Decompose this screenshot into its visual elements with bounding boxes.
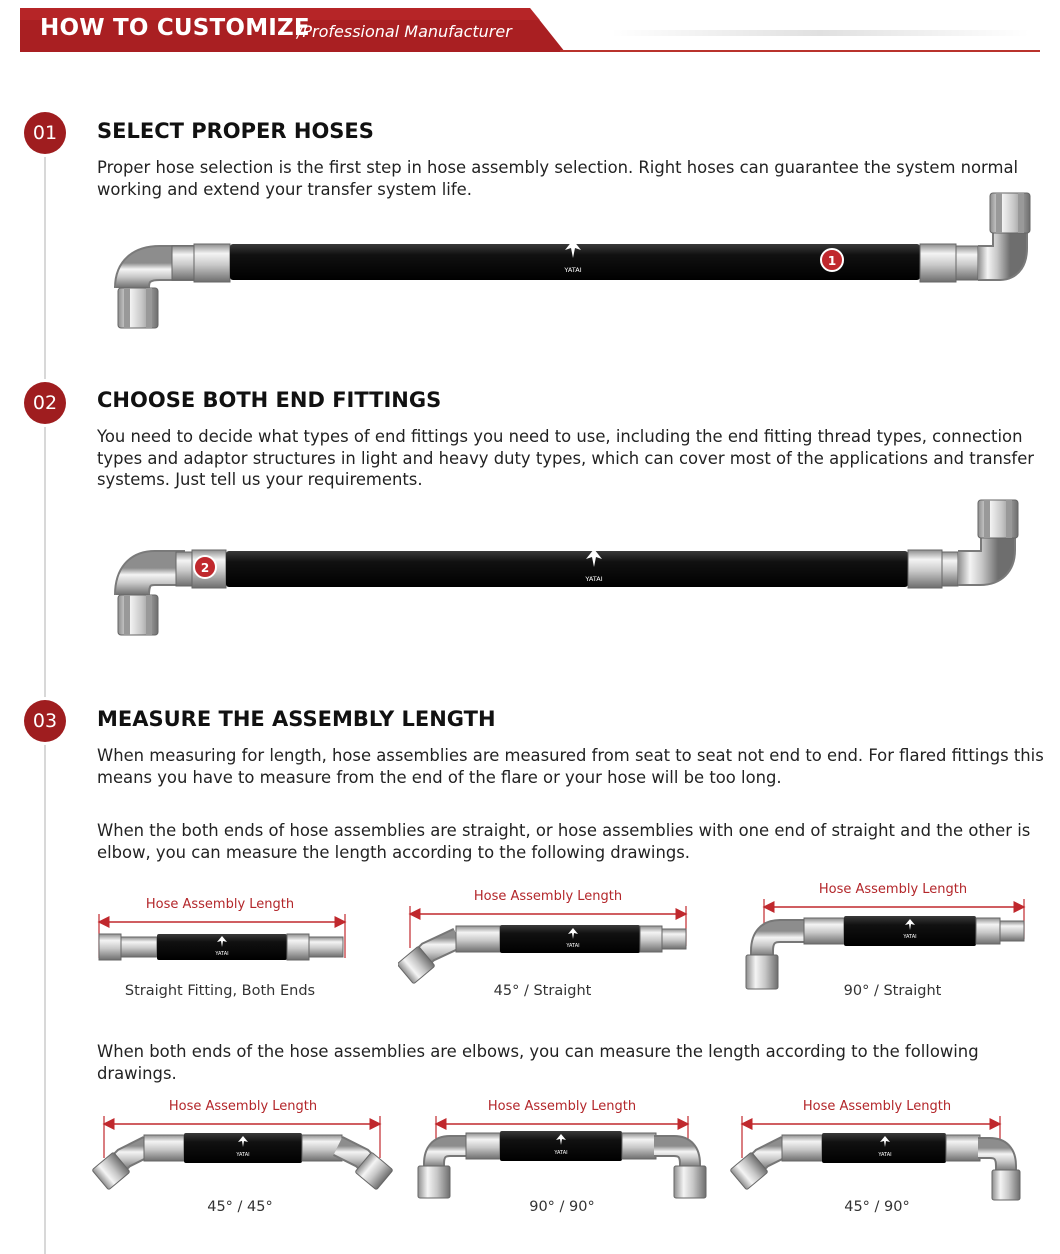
caption-90-straight: 90° / Straight (843, 983, 942, 999)
brand-logo-d3: YATAI (903, 934, 917, 940)
length-label-straight: Hose Assembly Length (145, 897, 295, 912)
step-text-03: When measuring for length, hose assemblies are measured from seat to seat not end to end. For flared fittings this means you have to measure from the end of the flare or your hose will be too long. (97, 746, 1044, 787)
step-badge-03: 03 (24, 700, 66, 742)
brand-logo-d2: YATAI (566, 943, 580, 949)
brand-logo-text-1: YATAI (564, 266, 582, 274)
length-label-45-90: Hose Assembly Length (802, 1099, 952, 1114)
step-text-01: Proper hose selection is the first step in hose assembly selection. Right hoses can guarantee the system normal working and extend your transfer system life. (97, 158, 1019, 199)
marker-1-label: 1 (827, 254, 837, 268)
step-title-02: CHOOSE BOTH END FITTINGS (97, 388, 442, 412)
caption-45-straight: 45° / Straight (493, 983, 592, 999)
caption-straight-both: Straight Fitting, Both Ends (124, 983, 316, 999)
length-label-45-45: Hose Assembly Length (168, 1099, 318, 1114)
length-label-45-straight: Hose Assembly Length (473, 889, 623, 904)
length-label-90-90: Hose Assembly Length (487, 1099, 637, 1114)
page-title: HOW TO CUSTOMIZE (40, 15, 310, 41)
brand-logo-d5: YATAI (554, 1150, 568, 1156)
drawing-45-45 (92, 1112, 394, 1192)
hose-illustration-2 (110, 495, 1040, 645)
drawing-45-straight (398, 902, 698, 987)
drawing-straight-both (95, 910, 350, 970)
page-subtitle: /Professional Manufacturer (297, 22, 512, 41)
header-rule (560, 50, 1040, 52)
hose-illustration-1 (110, 188, 1040, 336)
caption-90-90: 90° / 90° (529, 1199, 595, 1215)
drawing-90-straight (738, 895, 1033, 995)
length-label-90-straight: Hose Assembly Length (818, 882, 968, 897)
brand-logo-d1: YATAI (215, 951, 229, 957)
step-title-01: SELECT PROPER HOSES (97, 119, 374, 143)
drawing-45-90 (730, 1112, 1030, 1207)
caption-45-45: 45° / 45° (207, 1199, 273, 1215)
step-badge-02: 02 (24, 382, 66, 424)
step-title-03: MEASURE THE ASSEMBLY LENGTH (97, 707, 496, 731)
step-text-02: You need to decide what types of end fittings you need to use, including the end fitting thread types, connection types and adaptor structures in light and heavy duty types, which can cover most of the applications and transfer systems. Just tell us your requirements. (97, 427, 1035, 489)
step-badge-01: 01 (24, 112, 66, 154)
brand-logo-d6: YATAI (878, 1152, 892, 1158)
drawing-90-90 (408, 1112, 718, 1202)
brand-logo-text-2: YATAI (585, 575, 603, 583)
marker-2-label: 2 (200, 561, 210, 575)
header-decoration (610, 30, 1030, 36)
brand-logo-d4: YATAI (236, 1152, 250, 1158)
caption-45-90: 45° / 90° (844, 1199, 910, 1215)
step-text-03-elbows: When both ends of the hose assemblies are elbows, you can measure the length according to the following drawings. (97, 1042, 979, 1083)
step-text-03-straight: When the both ends of hose assemblies are straight, or hose assemblies with one end of straight and the other is elbow, you can measure the length according to the following drawings. (97, 821, 1031, 862)
